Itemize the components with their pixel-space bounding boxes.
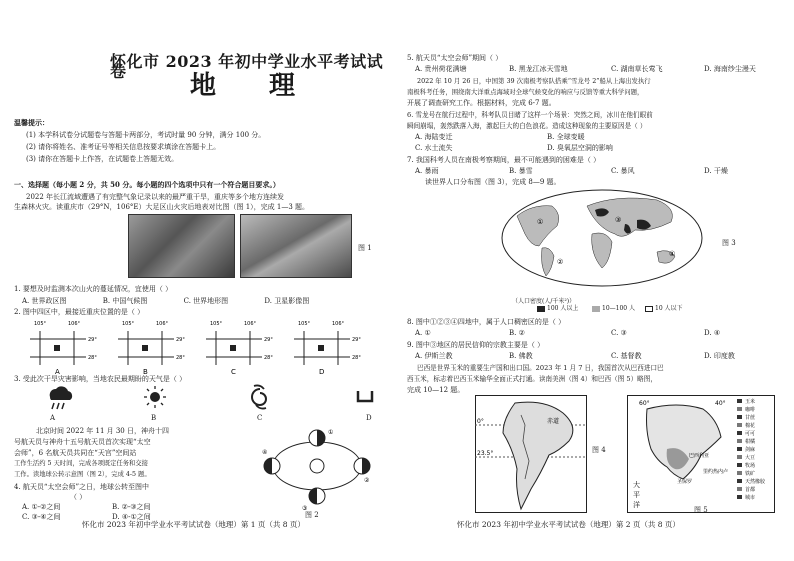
svg-text:②: ② — [364, 477, 370, 484]
q1-option-d[interactable]: D. 卫星影像图 — [264, 297, 310, 305]
legend5-item: 甘蔗 — [745, 415, 756, 421]
grid-target-marker — [54, 345, 60, 351]
tips-heading: 温馨提示： — [14, 118, 49, 127]
question-1: 1. 要想及时监测本次山火的蔓延情况，宜使用（ ） — [14, 285, 173, 293]
q5-option-b[interactable]: B. 黑龙江冰天雪地 — [509, 65, 568, 73]
intro2-line-2: 号航天员与神舟十五号航天员首次实现“太空 — [14, 438, 151, 446]
map5-label-ocean-1: 大 — [633, 481, 640, 489]
q1-option-c[interactable]: C. 世界地形图 — [183, 297, 229, 305]
legend3-medium-swatch — [592, 306, 600, 312]
grid-lon-label-a: 105° — [122, 321, 135, 327]
grid-lon-label-b: 106° — [156, 321, 169, 327]
legend5-swatch — [737, 455, 742, 459]
legend5-swatch — [737, 463, 742, 467]
grid-lat-label-b: 28° — [176, 355, 185, 361]
rain-icon — [50, 386, 72, 409]
grid-lon-label-b: 106° — [244, 321, 257, 327]
q1-option-b[interactable]: B. 中国气候图 — [102, 297, 148, 305]
legend3-unit: （人口密度(人/千米²)） — [512, 298, 576, 305]
grid-lon-label-b: 106° — [68, 321, 81, 327]
legend5-swatch — [737, 407, 742, 411]
figure-2-caption: 图 2 — [305, 511, 319, 519]
q7-option-a[interactable]: A. 暴雨 — [415, 167, 439, 175]
legend3-dense-swatch — [537, 306, 545, 312]
figure-3-caption: 图 3 — [722, 239, 736, 247]
q5-option-d[interactable]: D. 海南纱尘漫天 — [704, 65, 756, 73]
intro2-line-1: 北京时间 2022 年 11 月 30 日，神舟十四 — [36, 427, 169, 435]
page-right — [397, 0, 794, 561]
exam-title: 怀化市 2023 年初中学业水平考试试卷 — [110, 52, 384, 81]
satellite-image-after — [240, 214, 352, 278]
question-8: 8. 图中①②③④四地中，属于人口稠密区的是（ ） — [407, 318, 566, 326]
grid-lat-label-b: 28° — [264, 355, 273, 361]
q5-option-c[interactable]: C. 湖南草长莺飞 — [611, 65, 663, 73]
grid-target-marker — [318, 345, 324, 351]
q6-option-a[interactable]: A. 海陆变迁 — [415, 133, 453, 141]
question-3: 3. 受此次干旱灾害影响，当地农民最期盼的天气是（ ） — [14, 375, 187, 383]
grid-lat-label-a: 29° — [176, 337, 185, 343]
grid-target-marker — [230, 345, 236, 351]
question-7: 7. 我国科考人员在南极考察期间，最不可能遇到的困难是（ ） — [407, 156, 601, 164]
svg-text:③: ③ — [302, 505, 308, 512]
svg-text:④: ④ — [262, 449, 268, 456]
figure-4-caption: 图 4 — [592, 446, 606, 454]
legend5-item: 咖啡 — [745, 407, 756, 413]
question-6-line-1: 6. 雪龙号在航行过程中，科考队员目睹了这样一个场景：突然之间，冰川在他们眼前 — [407, 111, 653, 119]
legend3-sparse: 10 人以下 — [655, 305, 683, 312]
intro5-line-3: 完成 10—12 题。 — [407, 386, 465, 394]
q9-option-b[interactable]: B. 佛教 — [509, 352, 533, 360]
intro2-line-3: 会师”，6 名航天员共同在“天宫”空间站 — [14, 449, 137, 457]
grid-lon-label-b: 106° — [332, 321, 345, 327]
q9-option-d[interactable]: D. 印度教 — [704, 352, 735, 360]
legend5-swatch — [737, 479, 742, 483]
q2-option-label: B — [143, 368, 148, 376]
satellite-image-before — [128, 214, 235, 278]
q3-option-c[interactable]: C — [257, 414, 263, 422]
map5-label-rio: 里约热内卢 — [703, 469, 729, 475]
legend5-item: 城市 — [745, 495, 756, 501]
legend5-item: 天然橡胶 — [745, 479, 766, 485]
map5-label-lon60: 60° — [639, 400, 650, 407]
intro2-line-4: 工作生活约 5 天时间，完成各项既定任务和交接 — [14, 460, 148, 467]
figure-5-caption: 图 5 — [694, 506, 708, 514]
map4-label-1: 23.5° — [477, 450, 494, 457]
map5-label-ocean-3: 洋 — [633, 501, 640, 509]
q3-option-b[interactable]: B — [151, 414, 157, 422]
legend5-swatch — [737, 439, 742, 443]
legend5-swatch — [737, 447, 742, 451]
intro3-line-3: 开展了调查研究工作。根据材料，完成 6-7 题。 — [407, 99, 556, 107]
legend5-item: 首都 — [745, 487, 756, 493]
q7-option-c[interactable]: C. 暴风 — [611, 167, 635, 175]
q6-option-c[interactable]: C. 水土流失 — [415, 144, 453, 152]
tip-3: (3) 请你在答题卡上作答，在试题卷上答题无效。 — [26, 155, 179, 163]
world-population-map — [497, 186, 707, 298]
legend5-item: 铁矿 — [745, 471, 756, 477]
q9-option-a[interactable]: A. 伊斯兰教 — [415, 352, 453, 360]
q2-grid-diagrams — [20, 317, 380, 377]
map4-label-0: 0° — [477, 418, 484, 425]
legend5-item: 可可 — [745, 431, 756, 437]
q8-option-d[interactable]: D. ④ — [704, 329, 721, 337]
footer-right: 怀化市 2023 年初中学业水平考试试卷（地理）第 2 页（共 8 页） — [457, 520, 680, 529]
svg-text:②: ② — [557, 258, 564, 266]
legend5-swatch — [737, 423, 742, 427]
map5-label-ocean-2: 平 — [633, 491, 640, 499]
intro-line-1: 2022 年长江流域遭遇了有完整气象记录以来的最严重干旱，重庆等多个地方连续发 — [26, 193, 285, 201]
svg-text:④: ④ — [669, 250, 676, 258]
question-9: 9. 图中③地区的居民信仰的宗教主要是（ ） — [407, 341, 545, 349]
intro3-line-2: 南极科考任务，围绕南大洋重点海域对全球气候变化的响应与反馈等重大科学问题， — [407, 88, 644, 96]
grid-lat-label-a: 29° — [88, 337, 97, 343]
question-4-paren: （ ） — [70, 493, 87, 501]
sun-icon — [144, 386, 166, 408]
footer-left: 怀化市 2023 年初中学业水平考试试卷（地理）第 1 页（共 8 页） — [82, 520, 305, 529]
q2-option-label: D — [319, 368, 325, 376]
q7-option-d[interactable]: D. 干燥 — [704, 167, 728, 175]
intro4: 读世界人口分布图（图 3），完成 8—9 题。 — [425, 178, 561, 186]
subject-title: 地 理 — [190, 71, 318, 101]
q6-option-d[interactable]: D. 臭氧层空洞的影响 — [547, 144, 613, 152]
grid-lat-label-b: 28° — [352, 355, 361, 361]
intro5-line-2: 西玉米，标志着巴西玉米输华全面正式打通。读南美洲（图 4）和巴西（图 5）略图， — [407, 375, 657, 383]
intro3-line-1: 2022 年 10 月 26 日，中国第 39 次南极考察队搭乘“雪龙号 2”船从上海出发执行 — [417, 77, 651, 85]
intro2-line-5: 工作。读地球公转示意图（图 2），完成 4-5 题。 — [14, 471, 151, 478]
q8-option-b[interactable]: B. ② — [509, 329, 525, 337]
q9-option-c[interactable]: C. 基督教 — [611, 352, 642, 360]
svg-text:①: ① — [537, 218, 544, 226]
question-4: 4. 航天员“太空会师”之日，地球公转至图中 — [14, 483, 150, 491]
grid-target-marker — [142, 345, 148, 351]
map5-label-saopaulo: 圣保罗 — [677, 479, 693, 485]
intro5-line-1: 巴西是世界玉米的重要生产国和出口国。2023 年 1 月 7 日，我国首次从巴西进口巴 — [417, 364, 664, 372]
grid-lon-label-a: 105° — [34, 321, 47, 327]
earth-orbit-diagram — [262, 418, 372, 518]
q8-option-a[interactable]: A. ① — [415, 329, 431, 337]
south-america-map — [475, 395, 587, 513]
q4-option-a[interactable]: A. ①-②之间 — [22, 503, 61, 511]
q8-option-c[interactable]: C. ③ — [611, 329, 627, 337]
q2-option-label: A — [55, 368, 60, 376]
legend5-swatch — [737, 415, 742, 419]
intro-line-2: 生森林火灾。读重庆市（29°N，106°E）大足区山火灾后地表对比图（图 1），完成 1—3 题。 — [14, 203, 310, 211]
dust-icon — [358, 391, 372, 401]
legend5-item: 牧场 — [745, 463, 756, 469]
section-one-heading: 一、选择题（每小题 2 分，共 50 分。每小题的四个选项中只有一个符合题目要求。） — [14, 180, 280, 189]
figure-1-caption: 图 1 — [358, 244, 372, 252]
grid-lon-label-a: 105° — [298, 321, 311, 327]
typhoon-icon — [252, 385, 266, 408]
legend5-item: 玉米 — [745, 399, 756, 405]
legend5-swatch — [737, 495, 742, 499]
question-1-options — [22, 296, 343, 306]
grid-lat-label-a: 29° — [264, 337, 273, 343]
grid-lat-label-b: 28° — [88, 355, 97, 361]
legend5-swatch — [737, 431, 742, 435]
q7-option-b[interactable]: B. 暴雪 — [509, 167, 533, 175]
question-6-line-2: 瞬间崩塌，轰然跌落入海，激起巨大的白色浪花。造成这种现象的主要原因是（ ） — [407, 122, 647, 130]
legend5-item: 剑麻 — [745, 447, 756, 453]
map5-label-brasilia: 巴西利亚 — [689, 453, 710, 459]
q6-option-b[interactable]: B. 全球变暖 — [547, 133, 585, 141]
q4-option-d[interactable]: D. ④-①之间 — [112, 513, 151, 521]
map5-label-lon40: 40° — [715, 400, 726, 407]
q3-option-d[interactable]: D — [366, 414, 372, 422]
legend5-swatch — [737, 471, 742, 475]
svg-text:①: ① — [328, 429, 334, 436]
question-5: 5. 航天员“太空会师”期间（ ） — [407, 54, 503, 62]
q3-weather-icons — [40, 383, 390, 415]
grid-lat-label-a: 29° — [352, 337, 361, 343]
q2-option-label: C — [231, 368, 236, 376]
q1-option-a[interactable]: A. 世界政区图 — [22, 297, 67, 305]
q5-option-a[interactable]: A. 贵州荷花满塘 — [415, 65, 467, 73]
legend5-swatch — [737, 399, 742, 403]
legend5-item: 柑橘 — [745, 439, 756, 445]
tip-1: (1) 本学科试卷分试题卷与答题卡两部分，考试时量 90 分钟，满分 100 分。 — [26, 131, 266, 139]
q4-option-c[interactable]: C. ③-④之间 — [22, 513, 61, 521]
legend3-medium: 10—100 人 — [602, 305, 635, 312]
legend5-item: 大豆 — [745, 455, 756, 461]
q3-option-a[interactable]: A — [50, 414, 56, 422]
legend5-swatch — [737, 487, 742, 491]
svg-text:③: ③ — [615, 216, 622, 224]
q4-option-b[interactable]: B. ②-③之间 — [112, 503, 151, 511]
map4-label-2: 赤道 — [547, 418, 560, 425]
grid-lon-label-a: 105° — [210, 321, 223, 327]
tip-2: (2) 请你将姓名、准考证号等相关信息按要求填涂在答题卡上。 — [26, 143, 221, 151]
brazil-map — [627, 395, 775, 513]
legend5-item: 棉花 — [745, 423, 756, 429]
legend3-sparse-swatch — [645, 306, 653, 312]
legend3-dense: 100 人以上 — [547, 305, 579, 312]
question-2: 2. 图中四区中，最接近重庆位置的是（ ） — [14, 308, 145, 316]
